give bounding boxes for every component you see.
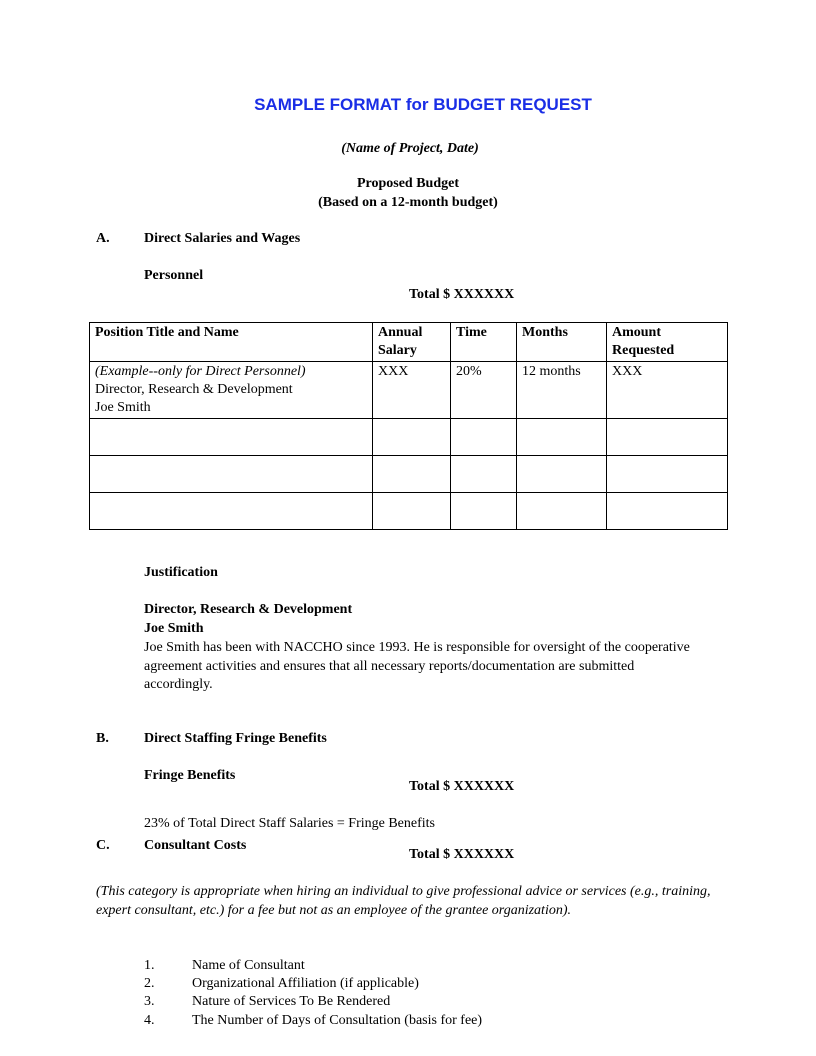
col-header-time: Time — [451, 323, 517, 362]
fringe-calculation: 23% of Total Direct Staff Salaries = Fringe Benefits — [144, 816, 435, 831]
consultant-note: (This category is appropriate when hiring an individual to give professional advice or services (e.g., training, expert consultant, etc.) for a fee but not as an employee of the grantee organization). — [96, 884, 711, 918]
fringe-benefits-heading: Fringe Benefits — [144, 768, 236, 783]
justification-heading: Justification — [144, 565, 218, 580]
justification-name: Joe Smith — [144, 621, 204, 636]
budget-basis-label: (Based on a 12-month budget) — [318, 195, 498, 210]
col-header-salary: Annual Salary — [373, 323, 451, 362]
list-item-number: 1. — [144, 958, 155, 973]
justification-position: Director, Research & Development — [144, 602, 353, 617]
project-name-date: (Name of Project, Date) — [341, 141, 479, 156]
list-item-number: 2. — [144, 976, 155, 991]
example-name: Joe Smith — [95, 400, 151, 415]
list-item-number: 4. — [144, 1013, 155, 1028]
section-a-total: Total $ XXXXXX — [409, 287, 515, 302]
justification-text: Joe Smith has been with NACCHO since 1993. He is responsible for oversight of the cooperative agreement activities and ensures that all necessary reports/documentation are submitted accordingly. — [144, 640, 690, 692]
table-row — [90, 362, 728, 419]
section-a-heading: Direct Salaries and Wages — [144, 231, 301, 246]
list-item: The Number of Days of Consultation (basis for fee) — [192, 1013, 483, 1028]
document-title: SAMPLE FORMAT for BUDGET REQUEST — [254, 95, 592, 114]
personnel-heading: Personnel — [144, 268, 204, 283]
table-row — [90, 493, 728, 530]
table-header-row — [90, 323, 728, 362]
section-c-total: Total $ XXXXXX — [409, 847, 515, 862]
col-header-position: Position Title and Name — [90, 323, 373, 362]
section-c-heading: Consultant Costs — [144, 838, 247, 853]
example-amount: XXX — [607, 362, 728, 419]
col-header-amount: Amount Requested — [607, 323, 728, 362]
personnel-table — [89, 322, 728, 530]
list-item: Name of Consultant — [192, 958, 305, 973]
list-item: Organizational Affiliation (if applicable) — [192, 976, 419, 991]
section-a-letter: A. — [96, 231, 110, 246]
list-item: Nature of Services To Be Rendered — [192, 994, 391, 1009]
example-position: Director, Research & Development — [95, 382, 293, 397]
table-row — [90, 456, 728, 493]
example-position-cell — [90, 362, 373, 419]
section-b-total: Total $ XXXXXX — [409, 779, 515, 794]
example-note: (Example--only for Direct Personnel) — [95, 364, 306, 379]
example-months: 12 months — [517, 362, 607, 419]
section-c-letter: C. — [96, 838, 110, 853]
table-row — [90, 419, 728, 456]
col-header-months: Months — [517, 323, 607, 362]
example-time: 20% — [451, 362, 517, 419]
example-salary: XXX — [373, 362, 451, 419]
section-b-heading: Direct Staffing Fringe Benefits — [144, 731, 327, 746]
section-b-letter: B. — [96, 731, 109, 746]
proposed-budget-label: Proposed Budget — [356, 176, 460, 191]
list-item-number: 3. — [144, 994, 155, 1009]
